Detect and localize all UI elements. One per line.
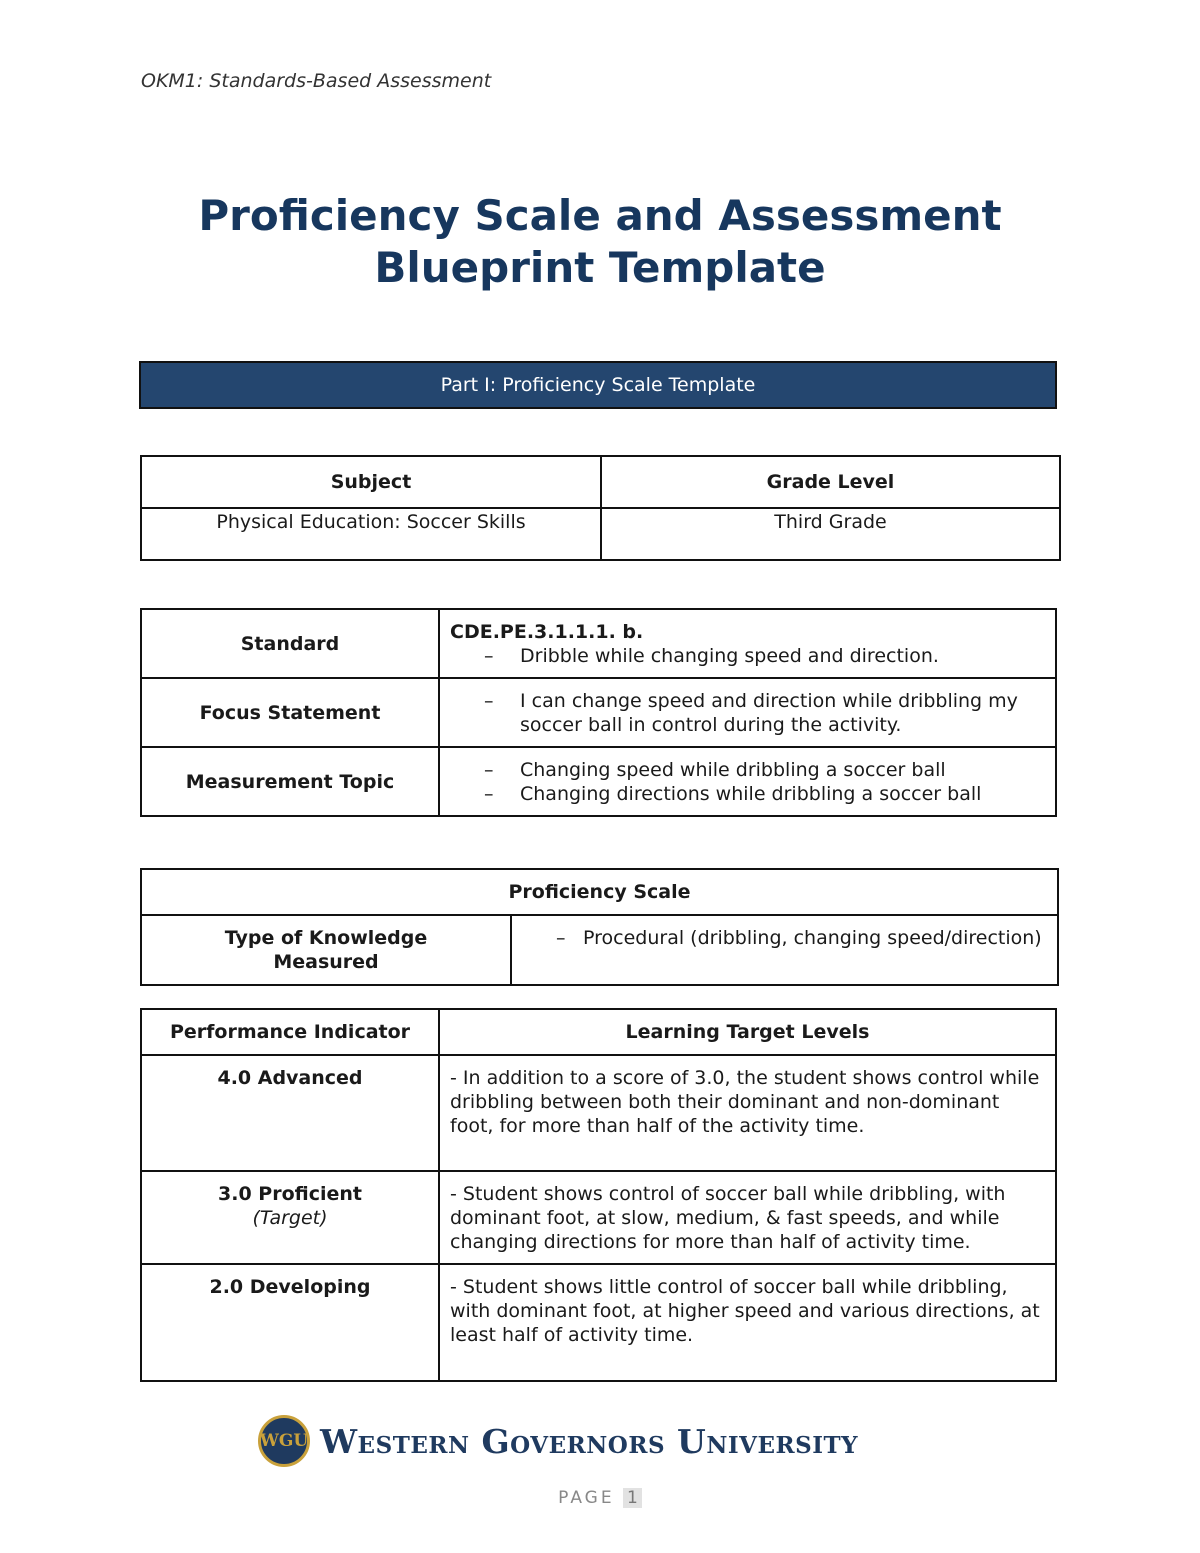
table-row (141, 1264, 1056, 1381)
subject-value: Physical Education: Soccer Skills (141, 508, 601, 560)
document-header: OKM1: Standards-Based Assessment (141, 70, 492, 92)
subject-table (140, 455, 1061, 561)
wgu-wordmark: Western Governors University (320, 1421, 859, 1461)
learning-target-levels-header: Learning Target Levels (439, 1009, 1056, 1055)
page-label: PAGE (558, 1488, 615, 1508)
subject-header: Subject (141, 456, 601, 508)
performance-indicator-header: Performance Indicator (141, 1009, 439, 1055)
grade-level-value: Third Grade (601, 508, 1060, 560)
measurement-topic-item: – Changing directions while dribbling a soccer ball (440, 782, 1045, 806)
measurement-topic-label: Measurement Topic (141, 747, 439, 816)
page-title (100, 190, 1100, 294)
level-note: (Target) (252, 1207, 328, 1229)
table-row (141, 1055, 1056, 1171)
performance-levels-table (140, 1008, 1057, 1382)
level-name: 4.0 Advanced (217, 1067, 363, 1089)
standard-table (140, 608, 1057, 817)
measurement-topic-item: – Changing speed while dribbling a soccer ball (440, 758, 1045, 782)
grade-level-header: Grade Level (601, 456, 1060, 508)
part1-banner: Part I: Proficiency Scale Template (139, 361, 1057, 409)
standard-code: CDE.PE.3.1.1.1. b. (450, 621, 644, 643)
level-description: - Student shows control of soccer ball while dribbling, with dominant foot, at slow, medium, & fast speeds, and while changing directions for more than half of activity time. (439, 1171, 1056, 1264)
wgu-seal-icon: WGU (258, 1415, 310, 1467)
table-row (141, 1171, 1056, 1264)
focus-statement-text: – I can change speed and direction while dribbling my soccer ball in control during the activity. (440, 689, 1045, 737)
proficiency-scale-table (140, 868, 1059, 986)
level-description: - Student shows little control of soccer ball while dribbling, with dominant foot, at higher speed and various directions, at least half of activity time. (439, 1264, 1056, 1381)
standard-description: – Dribble while changing speed and direction. (440, 644, 1045, 668)
knowledge-type-value: – Procedural (dribbling, changing speed/direction) (512, 926, 1047, 950)
level-name: 2.0 Developing (209, 1276, 371, 1298)
level-description: - In addition to a score of 3.0, the student shows control while dribbling between both their dominant and non-dominant foot, for more than half of the activity time. (439, 1055, 1056, 1171)
knowledge-type-label: Type of Knowledge Measured (141, 915, 511, 985)
page-number-value: 1 (623, 1488, 642, 1508)
page-number (0, 1488, 1200, 1508)
wgu-logo (258, 1413, 908, 1469)
level-name: 3.0 Proficient (218, 1183, 362, 1205)
title-line-1: Proficiency Scale and Assessment (198, 191, 1002, 240)
focus-statement-label: Focus Statement (141, 678, 439, 747)
standard-label: Standard (141, 609, 439, 678)
proficiency-scale-title: Proficiency Scale (141, 869, 1058, 915)
title-line-2: Blueprint Template (374, 243, 826, 292)
